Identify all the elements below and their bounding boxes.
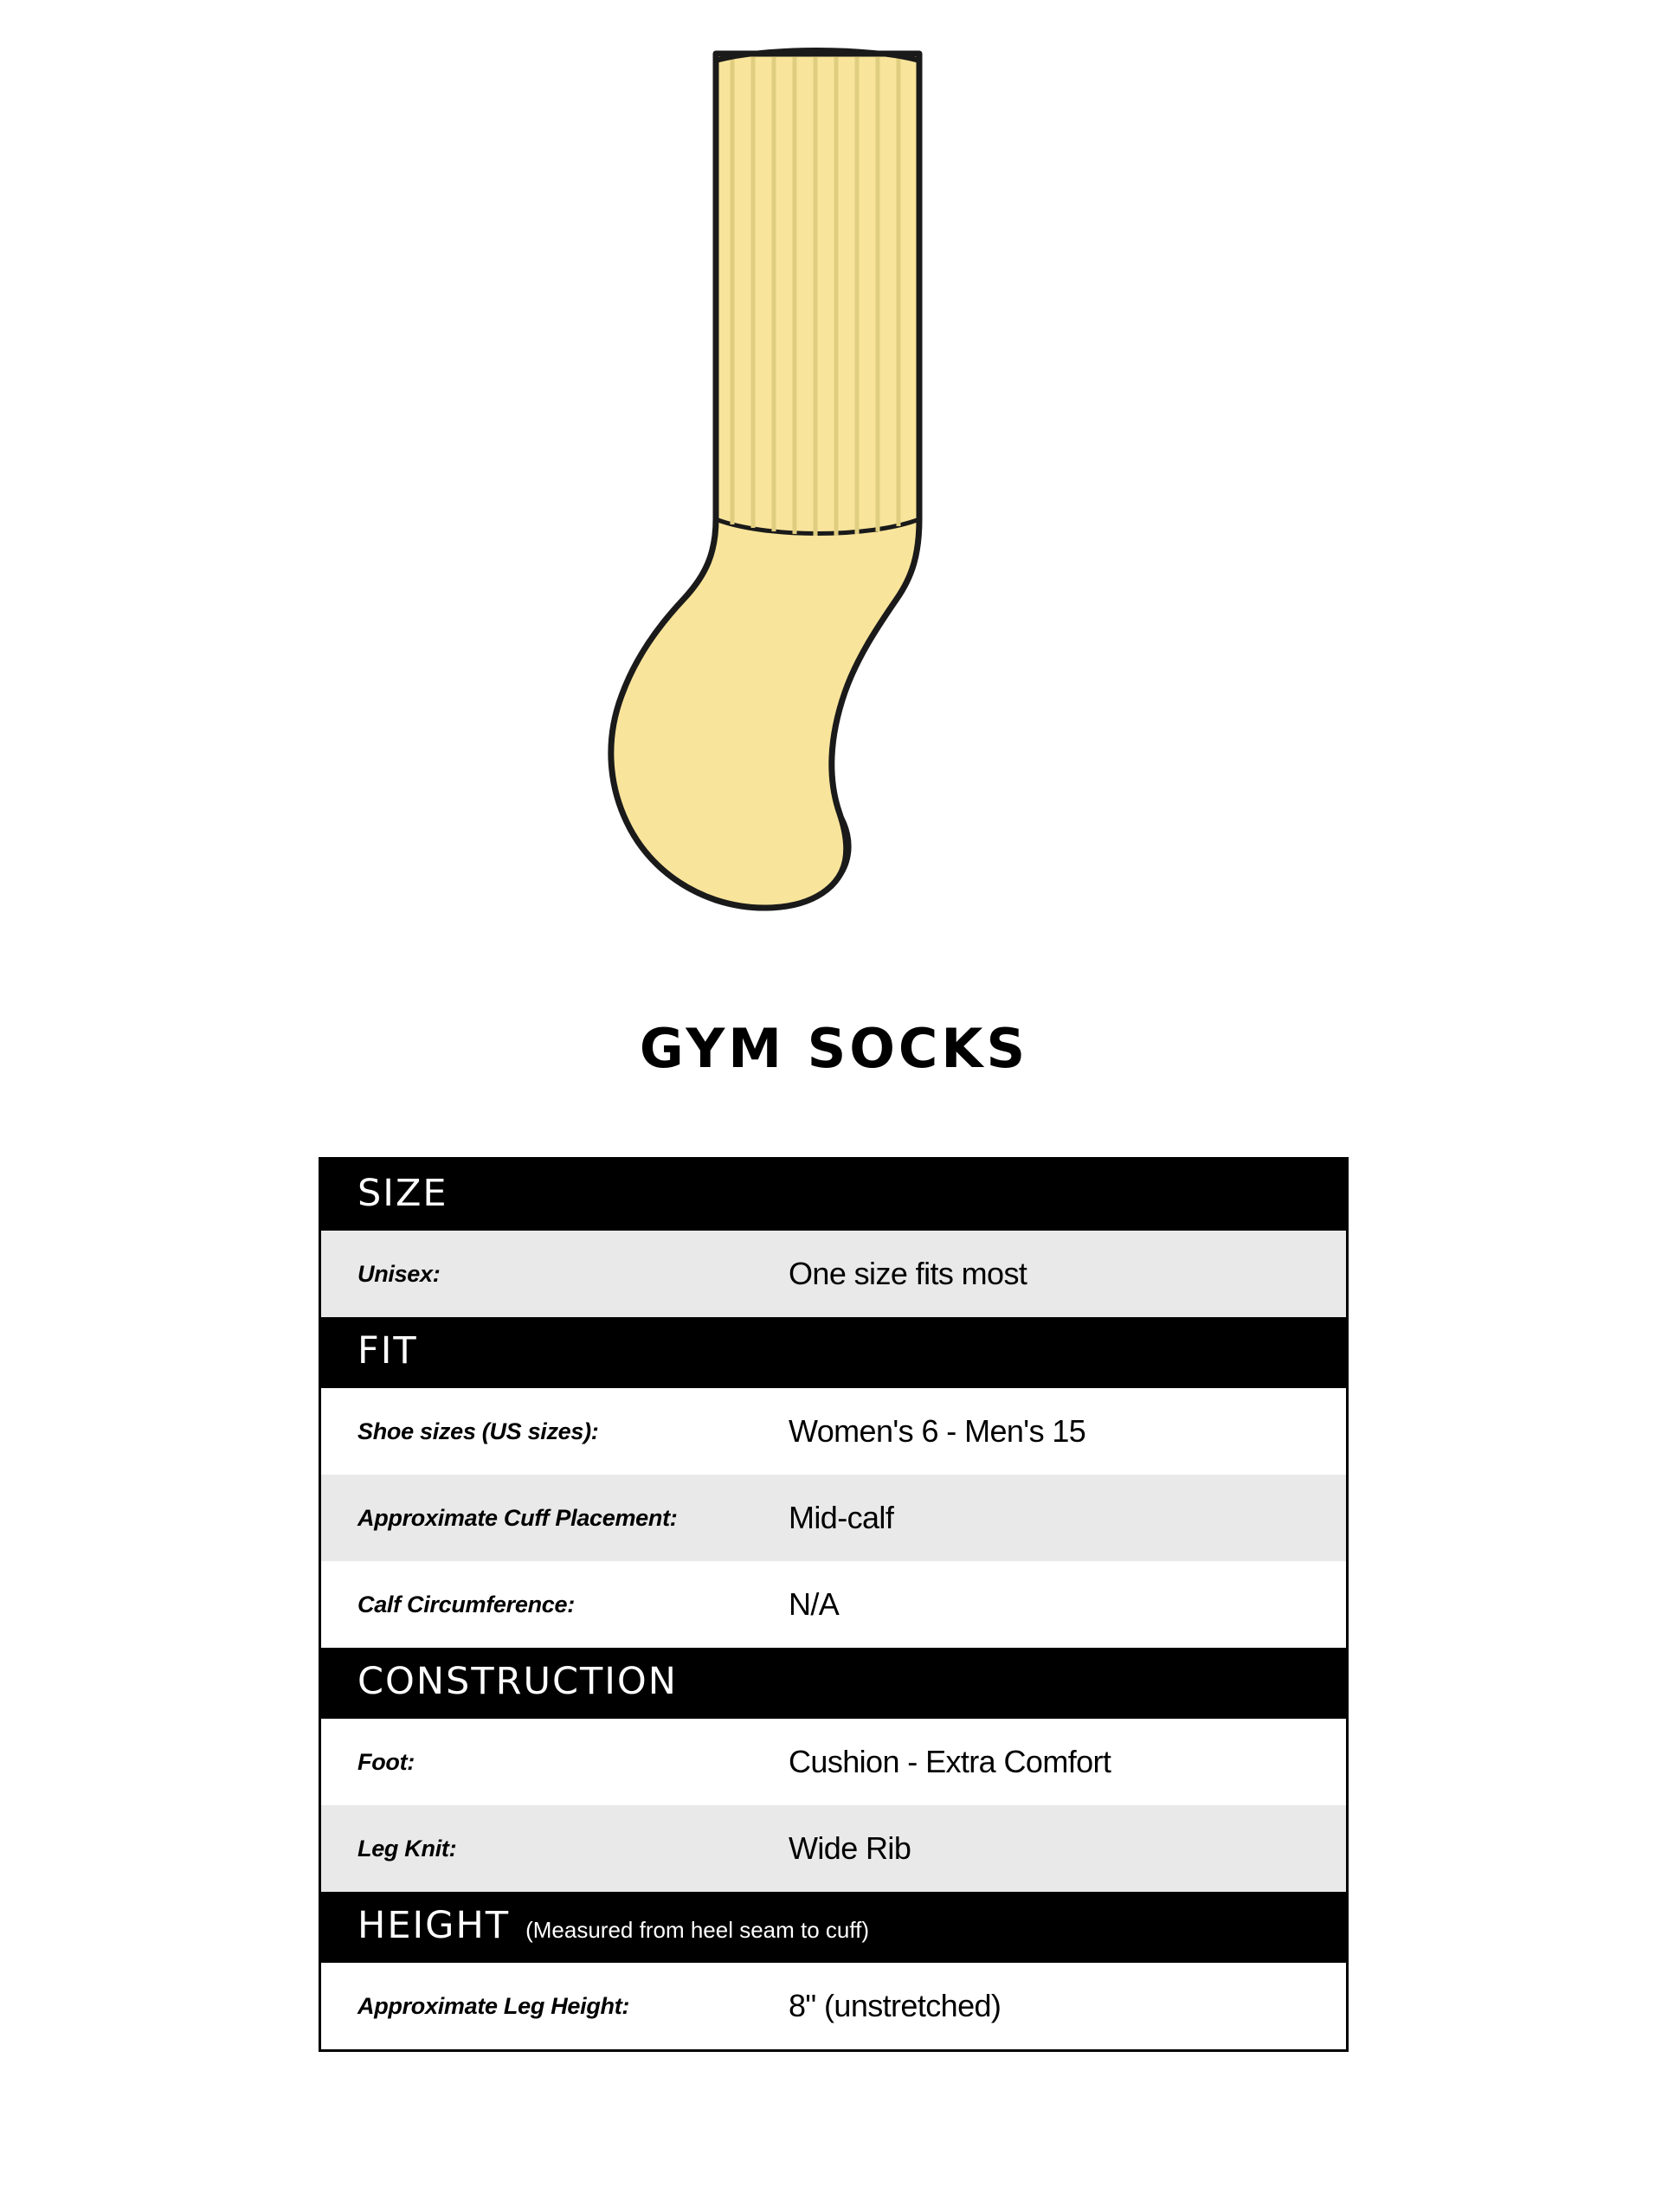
table-row — [321, 1963, 1346, 2049]
table-row — [321, 1388, 1346, 1475]
crew-sock-icon — [506, 35, 1163, 952]
section-header-size — [321, 1160, 1346, 1231]
row-label: Shoe sizes (US sizes): — [357, 1418, 599, 1444]
section-header-fit — [321, 1317, 1346, 1388]
row-label: Foot: — [357, 1748, 415, 1775]
section-title: HEIGHT — [357, 1904, 511, 1947]
section-header-height — [321, 1892, 1346, 1963]
section-title: SIZE — [357, 1172, 448, 1215]
row-value: Women's 6 - Men's 15 — [789, 1413, 1086, 1449]
table-row — [321, 1561, 1346, 1648]
row-label: Approximate Leg Height: — [357, 1992, 630, 2019]
row-value: Wide Rib — [789, 1830, 911, 1866]
section-header-construction — [321, 1648, 1346, 1719]
page-title: GYM SOCKS — [639, 1017, 1029, 1080]
row-label: Leg Knit: — [357, 1835, 457, 1862]
row-value: N/A — [789, 1586, 840, 1622]
row-value: Mid-calf — [789, 1500, 894, 1535]
row-label: Calf Circumference: — [357, 1591, 575, 1617]
table-row — [321, 1231, 1346, 1317]
section-note: (Measured from heel seam to cuff) — [525, 1917, 870, 1943]
table-row — [321, 1475, 1346, 1561]
row-value: 8" (unstretched) — [789, 1988, 1001, 2023]
table-row — [321, 1719, 1346, 1805]
table-row — [321, 1805, 1346, 1892]
row-label: Unisex: — [357, 1260, 441, 1287]
section-title: FIT — [357, 1329, 418, 1373]
row-value: One size fits most — [789, 1256, 1027, 1291]
row-value: Cushion - Extra Comfort — [789, 1744, 1111, 1779]
spec-table — [319, 1157, 1349, 2052]
section-title: CONSTRUCTION — [357, 1660, 678, 1703]
product-illustration — [0, 35, 1668, 969]
row-label: Approximate Cuff Placement: — [357, 1504, 678, 1531]
